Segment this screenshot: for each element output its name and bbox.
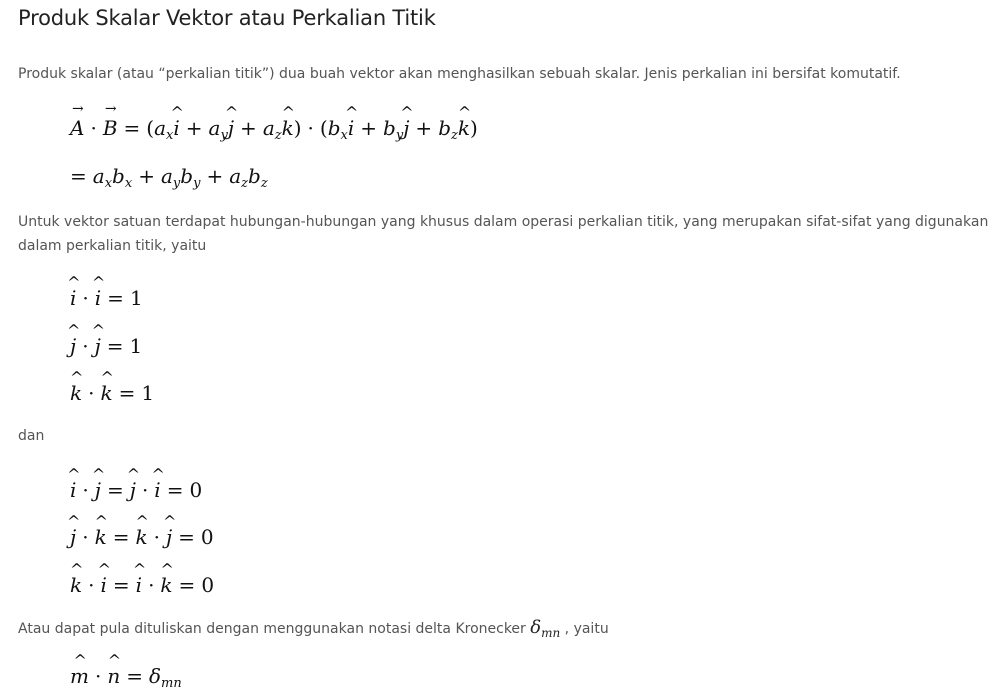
- unit-vector-paragraph: Untuk vektor satuan terdapat hubungan-hubungan yang khusus dalam operasi perkalian titik, yang merupakan sifat-sifat yang digunakan dalam perkalian titik, yaitu: [18, 214, 989, 254]
- kronecker-formula: m ^ · n ^ = $\delta_{mn}$: [70, 664, 182, 688]
- identity-kk: k ^ · k ^ = 1: [70, 381, 154, 405]
- identity-jj: j ^ · j ^ = 1: [70, 334, 142, 358]
- dot-product-formula: A → · B → = ($a_xi$ ^ + $a_yj$ ^ + $a_zk$ ^) · ($b_xi$ ^ + $b_yj$ ^ + $b_zk$ ^): [70, 116, 478, 140]
- dan-text: dan: [18, 428, 45, 444]
- identity-ij: i ^ · j ^ = j ^ · i ^ = 0: [70, 478, 202, 502]
- page-title: Produk Skalar Vektor atau Perkalian Titik: [18, 6, 436, 30]
- identity-jk: j ^ · k ^ = k ^ · j ^ = 0: [70, 525, 214, 549]
- identity-ii: i ^ · i ^ = 1: [70, 286, 143, 310]
- identity-ki: k ^ · i ^ = i ^ · k ^ = 0: [70, 573, 214, 597]
- kronecker-text-before: Atau dapat pula dituliskan dengan menggunakan notasi delta Kronecker: [18, 621, 526, 637]
- intro-paragraph: Produk skalar (atau “perkalian titik”) dua buah vektor akan menghasilkan sebuah skalar. Jenis perkalian ini bersifat komutatif.: [18, 66, 901, 82]
- kronecker-delta-symbol: $\delta_{mn}$: [530, 617, 561, 640]
- kronecker-paragraph: [18, 616, 609, 645]
- kronecker-text-after: , yaitu: [564, 621, 609, 637]
- dot-product-result: = $a_xb_x + a_yb_y + a_zb_z$: [70, 164, 268, 191]
